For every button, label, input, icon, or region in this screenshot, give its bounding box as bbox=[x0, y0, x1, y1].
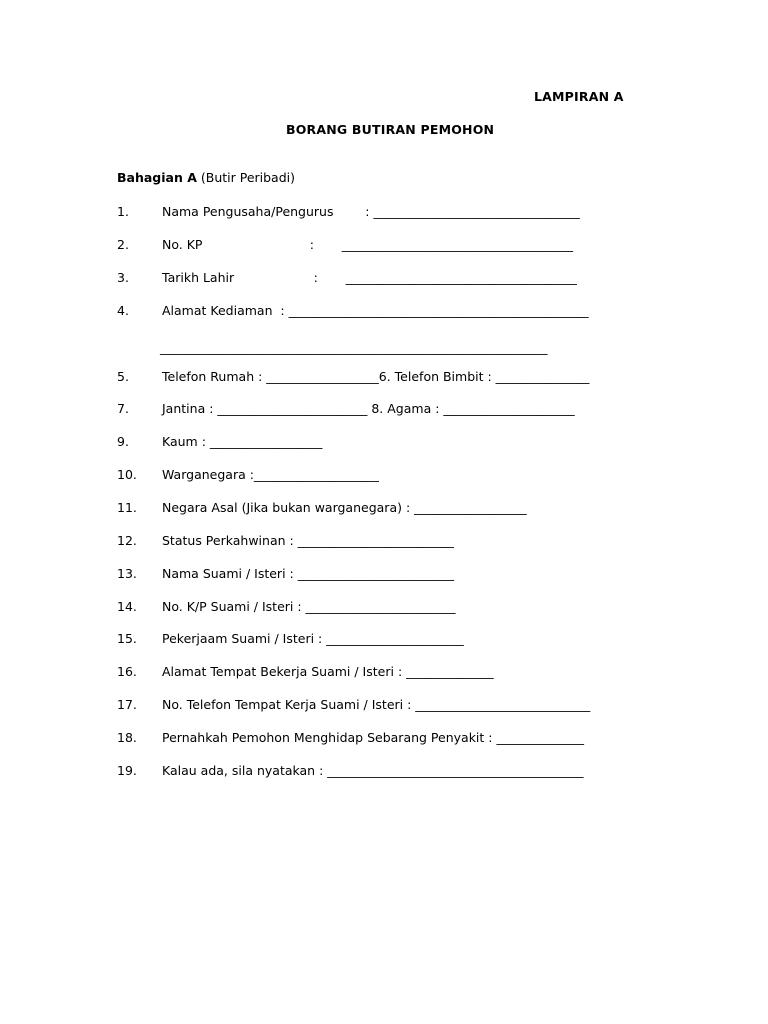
row-field[interactable]: Alamat Tempat Bekerja Suami / Isteri : ______________ bbox=[162, 664, 494, 679]
row-number: 4. bbox=[117, 303, 129, 318]
address-continuation-line[interactable]: ______________________________________________________________ bbox=[160, 340, 548, 355]
form-title: BORANG BUTIRAN PEMOHON bbox=[286, 122, 495, 137]
row-number: 11. bbox=[117, 500, 137, 515]
section-heading bbox=[117, 170, 295, 185]
row-number: 14. bbox=[117, 599, 137, 614]
row-number: 1. bbox=[117, 204, 129, 219]
row-field[interactable]: Pekerjaam Suami / Isteri : ______________________ bbox=[162, 631, 464, 646]
row-number: 18. bbox=[117, 730, 137, 745]
row-field[interactable]: Kaum : __________________ bbox=[162, 434, 323, 449]
row-number: 19. bbox=[117, 763, 137, 778]
row-number: 2. bbox=[117, 237, 129, 252]
row-field[interactable]: No. Telefon Tempat Kerja Suami / Isteri : ____________________________ bbox=[162, 697, 591, 712]
row-number: 16. bbox=[117, 664, 137, 679]
section-label: Bahagian A bbox=[117, 170, 197, 185]
row-field[interactable]: Jantina : ________________________ 8. Agama : _____________________ bbox=[162, 401, 575, 416]
row-field[interactable]: Nama Suami / Isteri : _________________________ bbox=[162, 566, 454, 581]
row-number: 13. bbox=[117, 566, 137, 581]
row-field[interactable]: Tarikh Lahir : _____________________________________ bbox=[162, 270, 577, 285]
row-field[interactable]: No. KP : _____________________________________ bbox=[162, 237, 574, 252]
row-field[interactable]: Negara Asal (Jika bukan warganegara) : __________________ bbox=[162, 500, 527, 515]
row-number: 5. bbox=[117, 369, 129, 384]
row-number: 7. bbox=[117, 401, 129, 416]
row-field[interactable]: No. K/P Suami / Isteri : ________________________ bbox=[162, 599, 456, 614]
row-field[interactable]: Warganegara :____________________ bbox=[162, 467, 379, 482]
row-number: 17. bbox=[117, 697, 137, 712]
row-field[interactable]: Alamat Kediaman : ________________________________________________ bbox=[162, 303, 589, 318]
row-number: 15. bbox=[117, 631, 137, 646]
row-number: 9. bbox=[117, 434, 129, 449]
section-sublabel: (Butir Peribadi) bbox=[196, 170, 295, 185]
row-field[interactable]: Kalau ada, sila nyatakan : _________________________________________ bbox=[162, 763, 584, 778]
row-number: 10. bbox=[117, 467, 137, 482]
row-field[interactable]: Pernahkah Pemohon Menghidap Sebarang Penyakit : ______________ bbox=[162, 730, 584, 745]
row-number: 12. bbox=[117, 533, 137, 548]
row-field[interactable]: Status Perkahwinan : _________________________ bbox=[162, 533, 454, 548]
appendix-label: LAMPIRAN A bbox=[534, 89, 624, 104]
row-field[interactable]: Telefon Rumah : __________________6. Telefon Bimbit : _______________ bbox=[162, 369, 590, 384]
row-number: 3. bbox=[117, 270, 129, 285]
row-field[interactable]: Nama Pengusaha/Pengurus : _________________________________ bbox=[162, 204, 580, 219]
